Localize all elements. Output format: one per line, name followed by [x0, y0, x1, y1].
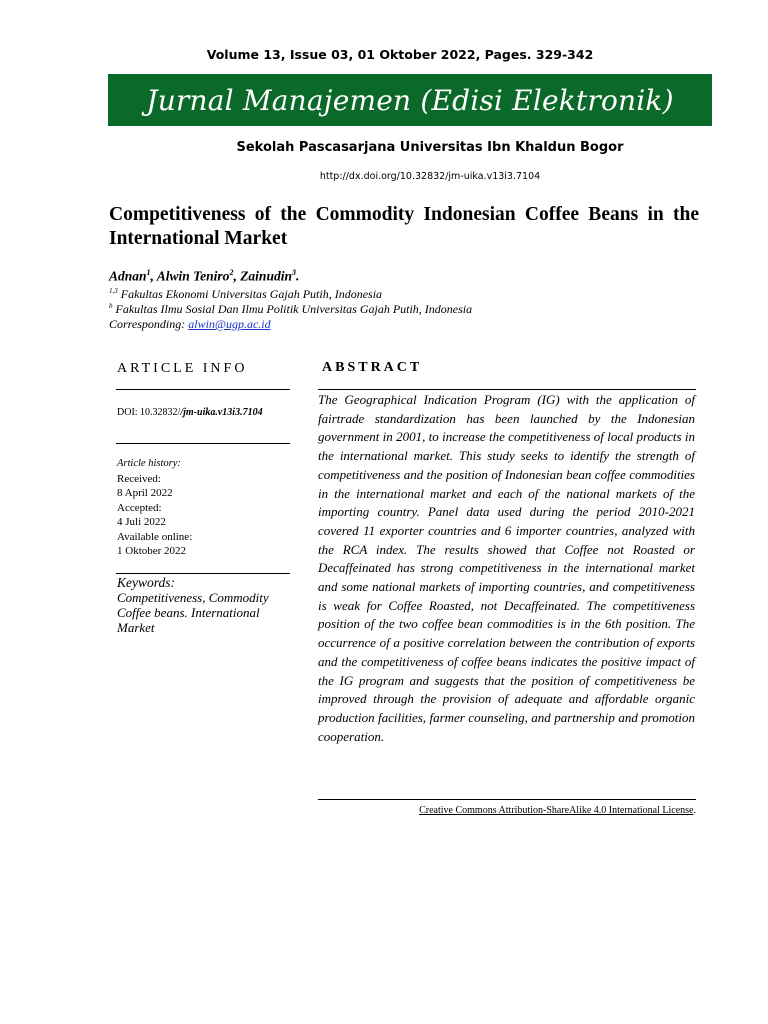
received-date: 8 April 2022	[117, 487, 173, 499]
doi-value: /jm-uika.v13i3.7104	[180, 407, 263, 418]
divider	[318, 799, 696, 800]
journal-banner	[108, 74, 712, 126]
affiliation-sup: 1,3	[109, 287, 118, 295]
article-info-heading: ARTICLE INFO	[117, 361, 248, 376]
author-name: Alwin Teniro	[156, 268, 230, 284]
license-link[interactable]: Creative Commons Attribution-ShareAlike 4.0 International License	[419, 805, 694, 816]
affiliation-text: Fakultas Ekonomi Universitas Gajah Putih, Indonesia	[117, 287, 383, 301]
history-label: Article history:	[117, 458, 181, 469]
affiliation-sup: b	[109, 302, 113, 310]
author-name: Adnan	[109, 268, 147, 284]
corresponding-author	[109, 317, 271, 332]
divider	[116, 443, 290, 444]
online-label: Available online:	[117, 530, 193, 543]
author-sup: 1	[146, 268, 151, 277]
keywords-label: Keywords:	[117, 575, 175, 590]
institution-name: Sekolah Pascasarjana Universitas Ibn Khaldun Bogor	[236, 140, 624, 155]
online-date: 1 Oktober 2022	[117, 545, 187, 557]
article-doi	[117, 407, 263, 418]
corresponding-label: Corresponding:	[109, 317, 189, 331]
journal-title: Jurnal Manajemen (Edisi Elektronik)	[146, 83, 674, 117]
corresponding-email-link[interactable]: alwin@ugp.ac.id	[188, 317, 271, 331]
author-sup: 3	[291, 268, 296, 277]
article-title: Competitiveness of the Commodity Indonesian Coffee Beans in the International Market	[109, 204, 699, 249]
affiliation-2	[109, 302, 472, 317]
author-sup: 2	[229, 268, 234, 277]
keywords-text: Competitiveness, Commodity Coffee beans. International Market	[117, 590, 269, 635]
license-suffix: .	[693, 805, 696, 816]
volume-info: Volume 13, Issue 03, 01 Oktober 2022, Pages. 329-342	[206, 47, 594, 62]
doi-label: DOI: 10.32832/	[117, 407, 181, 418]
license-notice	[318, 805, 696, 816]
divider	[318, 389, 696, 390]
received-label: Received:	[117, 472, 161, 485]
keywords-block	[117, 575, 292, 635]
divider	[116, 573, 290, 574]
abstract-heading: ABSTRACT	[322, 360, 423, 375]
affiliation-text: Fakultas Ilmu Sosial Dan Ilmu Politik Universitas Gajah Putih, Indonesia	[112, 302, 473, 316]
abstract-text: The Geographical Indication Program (IG) with the application of fairtrade standardization has been launched by the Indonesian government in 2001, to increase the competitiveness of local products in the international market. This study seeks to identify the strength of competitiveness and the position of Indonesian bean coffee commodities in the international market and each of the national markets of the importing country. Panel data used during the period 2010-2021 covered 11 exporter countries and 6 importer countries, analyzed with the RCA index. The results showed that Coffee not Roasted or Decaffeinated has strong competitiveness in the international market and some national markets of importing countries, and competitiveness is weak for Coffee Roasted, not Decaffeinated. The competitiveness position of the two coffee bean commodities is in the 6th position. The occurrence of a positive correlation between the contribution of exports and the competitiveness of coffee beans indicates the positive impact of the IG program and suggests that the position of competitiveness be improved through the provision of adequate and affordable organic production facilities, farmer counseling, and partnership and promotion cooperation.	[318, 392, 695, 744]
author-list: Adnan$^1$, Alwin Teniro$^2$, Zainudin$^3$.	[109, 268, 300, 284]
affiliation-1	[109, 287, 382, 302]
author-name: Zainudin	[240, 268, 292, 284]
accepted-label: Accepted:	[117, 501, 162, 514]
article-history	[117, 457, 192, 559]
accepted-date: 4 Juli 2022	[117, 516, 166, 528]
divider	[116, 389, 290, 390]
doi-link[interactable]: http://dx.doi.org/10.32832/jm-uika.v13i3.7104	[319, 171, 541, 182]
